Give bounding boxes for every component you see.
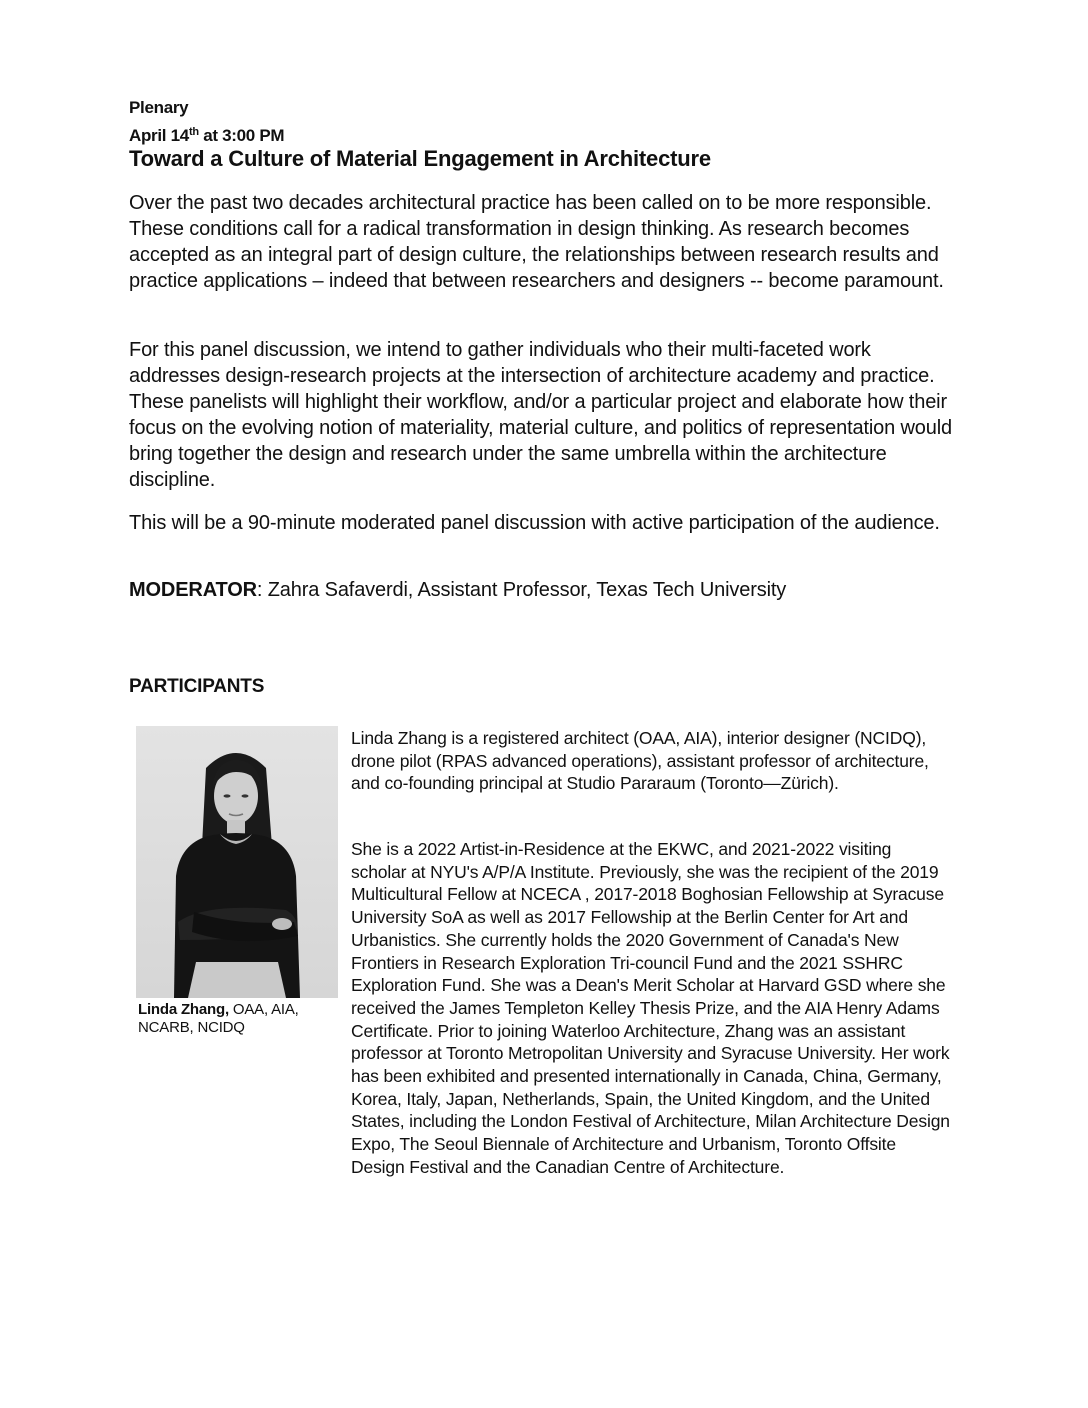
participant-caption-credentials: OAA, AIA, NCARB, NCIDQ bbox=[138, 1001, 299, 1036]
intro-paragraph: Over the past two decades architectural practice has been called on to be more responsible. These conditions call for a radical transformation in design thinking. As research becomes accepted as an integral part of design culture, the relationships between research results and practice applications – indeed that between researchers and designers -- become paramount. bbox=[129, 192, 944, 292]
session-date bbox=[129, 122, 284, 146]
moderator-label: MODERATOR bbox=[129, 579, 257, 601]
session-type: Plenary bbox=[129, 98, 189, 117]
participant-bio-paragraph: She is a 2022 Artist-in-Residence at the EKWC, and 2021-2022 visiting scholar at NYU's A/P/A Institute. Previously, she was the recipient of the 2019 Multicultural Fellow at NCECA , 2017-2018 Boghosian Fellowship at Syracuse University SoA as well as 2017 Fellowship at the Berlin Center for Art and Urbanistics. She currently holds the 2020 Government of Canada's New Frontiers in Research Exploration Tri-council Fund and the 2021 SSHRC Exploration Fund. She was a Dean's Merit Scholar at Harvard GSD where she received the James Templeton Kelley Thesis Prize, and the AIA Henry Adams Certificate. Prior to joining Waterloo Architecture, Zhang was an assistant professor at Toronto Metropolitan University and Syracuse University. Her work has been exhibited and presented internationally in Canada, China, Germany, Korea, Italy, Japan, Netherlands, Spain, the United Kingdom, and the United States, including the London Festival of Architecture, Milan Architecture Design Expo, The Seoul Biennale of Architecture and Urbanism, Toronto Offsite Design Festival and the Canadian Centre of Architecture. bbox=[351, 839, 950, 1177]
session-date-day: April 14 bbox=[129, 126, 189, 145]
participant-bio-paragraph: Linda Zhang is a registered architect (OAA, AIA), interior designer (NCIDQ), drone pilot (RPAS advanced operations), assistant professor of architecture, and co-founding principal at Studio Pararaum (Toronto—Zürich). bbox=[351, 728, 929, 794]
participant-portrait-photo bbox=[136, 726, 338, 998]
moderator-text: : Zahra Safaverdi, Assistant Professor, Texas Tech University bbox=[256, 579, 787, 601]
moderator-line bbox=[129, 577, 959, 603]
session-date-suffix: th bbox=[188, 126, 199, 138]
participants-heading: PARTICIPANTS bbox=[129, 676, 265, 697]
format-paragraph: This will be a 90-minute moderated panel discussion with active participation of the audience. bbox=[129, 512, 940, 534]
participant-caption bbox=[138, 1001, 338, 1037]
participant-caption-name: Linda Zhang, bbox=[138, 1001, 229, 1018]
panel-description-paragraph: For this panel discussion, we intend to gather individuals who their multi-faceted work addresses design-research projects at the intersection of architecture academy and practice. These panelists will highlight their workflow, and/or a particular project and elaborate how their focus on the evolving notion of materiality, material culture, and politics of representation would bring together the design and research under the same umbrella within the architecture discipline. bbox=[129, 339, 953, 491]
session-title: Toward a Culture of Material Engagement in Architecture bbox=[129, 146, 711, 171]
session-date-time: at 3:00 PM bbox=[198, 126, 285, 145]
